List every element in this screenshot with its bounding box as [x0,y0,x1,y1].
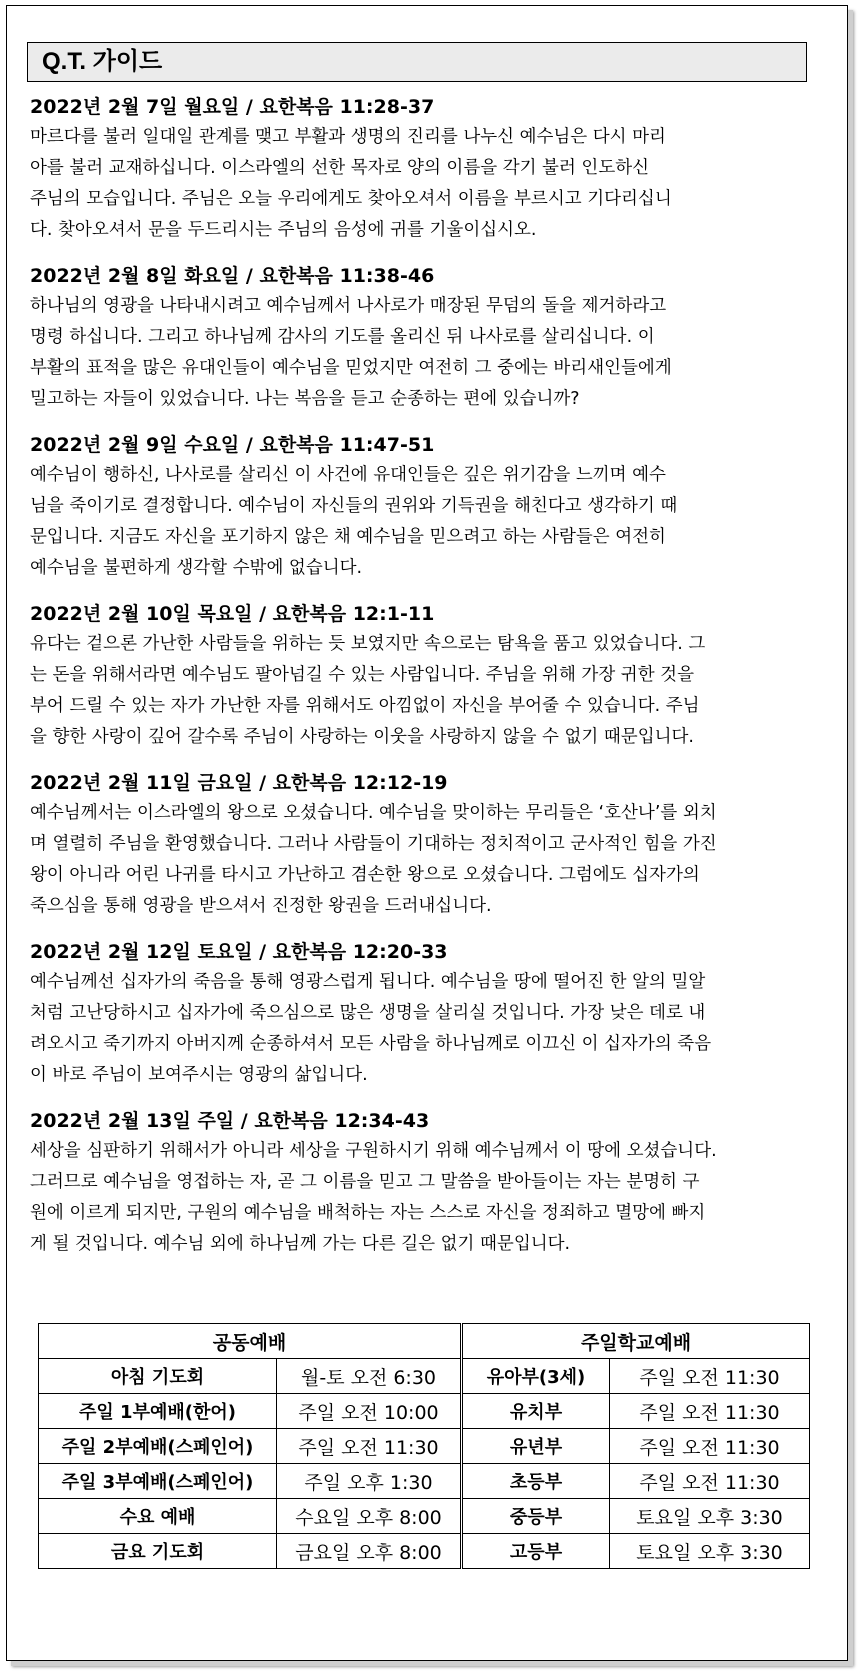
service-time: 주일 오전 11:30 [277,1429,462,1464]
entry-text-line: 왕이 아니라 어린 나귀를 타시고 가난하고 겸손한 왕으로 오셨습니다. 그럼에도 십자가의 [30,865,700,885]
entry-text-line: 예수님이 행하신, 나사로를 살리신 이 사건에 유대인들은 깊은 위기감을 느끼며 예수 [30,465,666,485]
service-time: 주일 오전 10:00 [277,1394,462,1429]
devotional-entry [30,430,815,599]
devotional-entry [30,599,815,768]
service-name: 수요 예배 [39,1499,277,1534]
header-sunday-school: 주일학교예배 [462,1324,810,1359]
devotional-entry [30,261,815,430]
entry-text-line: 려오시고 죽기까지 아버지께 순종하셔서 모든 사람을 하나님께로 이끄신 이 십자가의 죽음 [30,1034,712,1054]
service-name: 주일 2부예배(스페인어) [39,1429,277,1464]
table-header-row [39,1324,810,1359]
service-name: 주일 3부예배(스페인어) [39,1464,277,1499]
service-time: 주일 오후 1:30 [277,1464,462,1499]
entry-text-line: 유다는 겉으론 가난한 사람들을 위하는 듯 보였지만 속으로는 탐욕을 품고 있었습니다. 그 [30,634,706,654]
entry-title: 2022년 2월 12일 토요일 / 요한복음 12:20-33 [30,941,448,963]
entry-text-line: 주님의 모습입니다. 주님은 오늘 우리에게도 찾아오셔서 이름을 부르시고 기다리십니 [30,189,672,209]
entry-text-line: 다. 찾아오셔서 문을 두드리시는 주님의 음성에 귀를 기울이십시오. [30,220,537,240]
worship-schedule-table [38,1323,810,1569]
entry-title: 2022년 2월 10일 목요일 / 요한복음 12:1-11 [30,603,435,625]
entry-text-line: 아를 불러 교재하십니다. 이스라엘의 선한 목자로 양의 이름을 각기 불러 인도하신 [30,158,650,178]
service-time: 수요일 오후 8:00 [277,1499,462,1534]
entry-text-line: 밀고하는 자들이 있었습니다. 나는 복음을 듣고 순종하는 편에 있습니까? [30,389,580,409]
entry-text-line: 세상을 심판하기 위해서가 아니라 세상을 구원하시기 위해 예수님께서 이 땅에 오셨습니다. [30,1141,717,1161]
entry-text-line: 부어 드릴 수 있는 자가 가난한 자를 위해서도 아낌없이 자신을 부어줄 수 있습니다. 주님 [30,696,700,716]
entry-text-line: 죽으심을 통해 영광을 받으셔서 진정한 왕권을 드러내십니다. [30,896,492,916]
entry-text-line: 예수님께서는 이스라엘의 왕으로 오셨습니다. 예수님을 맞이하는 무리들은 ‘호산나’를 외치 [30,803,717,823]
service-name: 주일 1부예배(한어) [39,1394,277,1429]
table-row [39,1429,810,1464]
entry-text-line: 문입니다. 지금도 자신을 포기하지 않은 채 예수님을 믿으려고 하는 사람들은 여전히 [30,527,666,547]
entry-text-line: 이 바로 주님이 보여주시는 영광의 삶입니다. [30,1065,368,1085]
table-row [39,1534,810,1569]
service-name: 아침 기도회 [39,1359,277,1394]
department-time: 주일 오전 11:30 [610,1464,810,1499]
service-name: 금요 기도회 [39,1534,277,1569]
table-row [39,1359,810,1394]
service-time: 금요일 오후 8:00 [277,1534,462,1569]
entry-text-line: 예수님께선 십자가의 죽음을 통해 영광스럽게 됩니다. 예수님을 땅에 떨어진 한 알의 밀알 [30,972,706,992]
entry-text-line: 는 돈을 위해서라면 예수님도 팔아넘길 수 있는 사람입니다. 주님을 위해 가장 귀한 것을 [30,665,694,685]
devotional-entry [30,768,815,937]
devotional-entry [30,92,815,261]
table-row [39,1394,810,1429]
entry-text-line: 마르다를 불러 일대일 관계를 맺고 부활과 생명의 진리를 나누신 예수님은 다시 마리 [30,127,666,147]
entry-title: 2022년 2월 13일 주일 / 요한복음 12:34-43 [30,1110,430,1132]
entry-text-line: 처럼 고난당하시고 십자가에 죽으심으로 많은 생명을 살리실 것입니다. 가장 낮은 데로 내 [30,1003,706,1023]
department-time: 토요일 오후 3:30 [610,1534,810,1569]
entry-text-line: 하나님의 영광을 나타내시려고 예수님께서 나사로가 매장된 무덤의 돌을 제거하라고 [30,296,667,316]
department-time: 주일 오전 11:30 [610,1359,810,1394]
department-name: 유치부 [462,1394,610,1429]
department-time: 주일 오전 11:30 [610,1429,810,1464]
service-time: 월-토 오전 6:30 [277,1359,462,1394]
entry-text-line: 그러므로 예수님을 영접하는 자, 곧 그 이름을 믿고 그 말씀을 받아들이는 자는 분명히 구 [30,1172,700,1192]
entry-text-line: 예수님을 불편하게 생각할 수밖에 없습니다. [30,558,363,578]
header-public-worship: 공동예배 [39,1324,462,1359]
entry-title: 2022년 2월 9일 수요일 / 요한복음 11:47-51 [30,434,435,456]
entry-text-line: 며 열렬히 주님을 환영했습니다. 그러나 사람들이 기대하는 정치적이고 군사적인 힘을 가진 [30,834,717,854]
entry-text-line: 원에 이르게 되지만, 구원의 예수님을 배척하는 자는 스스로 자신을 정죄하고 멸망에 빠지 [30,1203,706,1223]
devotional-entry [30,937,815,1106]
entry-text-line: 게 될 것입니다. 예수님 외에 하나님께 가는 다른 길은 없기 때문입니다. [30,1234,571,1254]
department-name: 중등부 [462,1499,610,1534]
page-title: Q.T. 가이드 [27,42,807,82]
devotional-entry [30,1106,815,1275]
department-name: 유아부(3세) [462,1359,610,1394]
department-name: 유년부 [462,1429,610,1464]
entry-text-line: 명령 하십니다. 그리고 하나님께 감사의 기도를 올리신 뒤 나사로를 살리십니다. 이 [30,327,655,347]
entry-title: 2022년 2월 7일 월요일 / 요한복음 11:28-37 [30,96,435,118]
department-name: 고등부 [462,1534,610,1569]
table-row [39,1464,810,1499]
devotional-list [30,92,815,1275]
entry-title: 2022년 2월 11일 금요일 / 요한복음 12:12-19 [30,772,448,794]
department-time: 토요일 오후 3:30 [610,1499,810,1534]
entry-title: 2022년 2월 8일 화요일 / 요한복음 11:38-46 [30,265,435,287]
table-row [39,1499,810,1534]
department-time: 주일 오전 11:30 [610,1394,810,1429]
entry-text-line: 부활의 표적을 많은 유대인들이 예수님을 믿었지만 여전히 그 중에는 바리새인들에게 [30,358,672,378]
entry-text-line: 님을 죽이기로 결정합니다. 예수님이 자신들의 권위와 기득권을 해친다고 생각하기 때 [30,496,678,516]
entry-text-line: 을 향한 사랑이 깊어 갈수록 주님이 사랑하는 이웃을 사랑하지 않을 수 없기 때문입니다. [30,727,694,747]
department-name: 초등부 [462,1464,610,1499]
